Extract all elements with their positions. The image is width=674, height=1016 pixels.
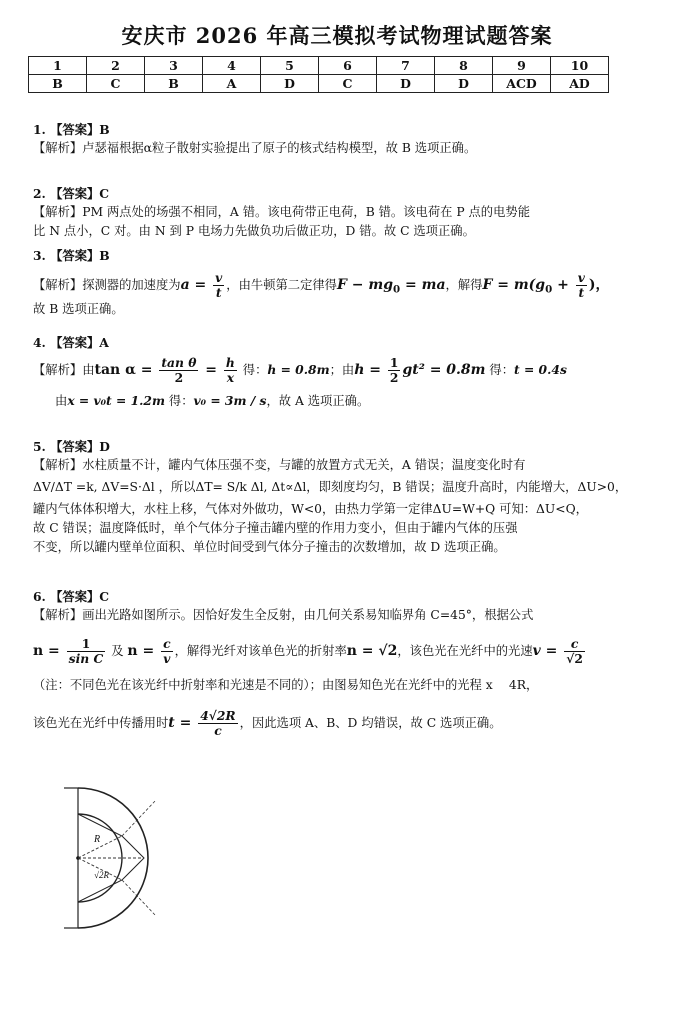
math: v₀ = 3m / s	[193, 393, 267, 408]
text: ，因此选项 A、B、D 均错误，故 C 选项正确。	[239, 716, 502, 730]
normal-dashed-top	[122, 800, 156, 836]
math: h = 0.8m	[267, 362, 330, 377]
math: = ma	[400, 277, 446, 293]
text: 由	[55, 394, 68, 408]
math: a	[180, 277, 190, 293]
fraction	[198, 709, 237, 738]
question-5-explanation-line-1: 【解析】水柱质量不计，罐内气体压强不变，与罐的放置方式无关，A 错误；温度变化时有	[33, 458, 526, 472]
table-cell: D	[435, 75, 493, 93]
text: 及	[107, 644, 128, 658]
fraction	[161, 637, 173, 666]
text: ，由牛顿第二定律得	[226, 278, 337, 292]
table-cell: B	[145, 75, 203, 93]
question-3-answer: 3. 【答案】B	[33, 248, 110, 263]
question-4-explanation-line-1	[33, 356, 643, 385]
table-cell: A	[203, 75, 261, 93]
denominator: x	[226, 370, 235, 385]
text: ，解得	[445, 278, 483, 292]
numerator: 4√2R	[200, 708, 236, 723]
normal-dashed-bottom	[122, 880, 156, 916]
question-2-explanation-line-2: 比 N 点小，C 对。由 N 到 P 电场力先做负功后做正功，D 错。故 C 选项正确。	[33, 224, 475, 238]
fraction	[388, 356, 401, 385]
math: h =	[354, 362, 386, 378]
question-4-explanation-line-2	[33, 391, 643, 411]
denominator: t	[215, 285, 222, 300]
math: tan α =	[94, 362, 158, 378]
question-5-answer: 5. 【答案】D	[33, 439, 110, 454]
answer-table-answer-row	[29, 75, 609, 93]
question-3-explanation-line-2: 故 B 选项正确。	[33, 302, 124, 316]
numerator: 1	[67, 637, 106, 652]
table-cell: 1	[29, 57, 87, 75]
fraction	[213, 271, 224, 300]
text: 【解析】探测器的加速度为	[33, 278, 181, 292]
question-6-explanation-line-3: （注：不同色光在该光纤中折射率和光速是不同的）；由图易知色光在光纤中的光程 x 4R，	[33, 678, 539, 692]
table-cell: AD	[551, 75, 609, 93]
table-cell: 7	[377, 57, 435, 75]
answer-table-number-row	[29, 57, 609, 75]
numerator: v	[577, 270, 585, 285]
numerator: c	[564, 637, 585, 652]
question-5-explanation-line-5: 不变，所以罐内壁单位面积、单位时间受到气体分子撞击的次数增加，故 D 选项正确。	[33, 540, 506, 554]
math: gt² = 0.8m	[402, 362, 486, 378]
table-cell: D	[261, 75, 319, 93]
page-title: 安庆市 2026 年高三模拟考试物理试题答案	[121, 23, 553, 48]
question-1-explanation: 【解析】卢瑟福根据α粒子散射实验提出了原子的核式结构模型，故 B 选项正确。	[33, 141, 477, 155]
numerator: tan θ	[161, 355, 197, 370]
math: F − mg	[336, 277, 394, 293]
question-2-answer: 2. 【答案】C	[33, 186, 110, 201]
math: )，	[588, 277, 610, 293]
table-cell: 3	[145, 57, 203, 75]
question-6	[33, 587, 643, 738]
text: ，该色光在光纤中的光速	[397, 644, 533, 658]
table-cell: ACD	[493, 75, 551, 93]
denominator: t	[578, 285, 585, 300]
label-sqrt2R: √2R	[94, 870, 109, 880]
math: n =	[127, 643, 160, 659]
math: v =	[532, 643, 563, 659]
question-6-explanation-line-1: 【解析】画出光路如图所示。因恰好发生全反射，由几何关系易知临界角 C=45°，根据公式	[33, 608, 534, 622]
fiber-light-path-diagram	[60, 780, 170, 930]
text: 得：	[485, 363, 514, 377]
question-1	[33, 120, 643, 158]
question-6-explanation-line-2	[33, 637, 643, 666]
math: x = v₀t = 1.2m	[67, 393, 165, 408]
question-5-explanation-line-4: 故 C 错误；温度降低时，单个气体分子撞击罐内壁的作用力变小，但由于罐内气体的压强	[33, 521, 518, 535]
numerator: c	[163, 636, 171, 651]
math: t =	[168, 715, 197, 731]
denominator: 2	[389, 370, 399, 385]
denominator: 2	[174, 370, 184, 385]
math: n =	[33, 643, 65, 659]
question-1-answer: 1. 【答案】B	[33, 122, 110, 137]
numerator: v	[215, 270, 223, 285]
text: 得：	[165, 394, 194, 408]
question-5-explanation-line-3: 罐内气体体积增大，水柱上移，气体对外做功，W<0，由热力学第一定律ΔU=W+Q 可知：ΔU<Q，	[33, 502, 588, 516]
fraction	[67, 637, 106, 666]
question-3	[33, 246, 643, 319]
answer-table	[28, 56, 609, 93]
question-3-explanation-line-1	[33, 271, 643, 300]
text: ，故 A 选项正确。	[266, 394, 370, 408]
text: 该色光在光纤中传播用时	[33, 716, 169, 730]
label-R: R	[94, 834, 101, 845]
math: F = m(g	[482, 277, 546, 293]
table-cell: D	[377, 75, 435, 93]
math: =	[189, 277, 212, 293]
table-cell: 5	[261, 57, 319, 75]
fraction	[159, 356, 198, 385]
table-cell: B	[29, 75, 87, 93]
table-cell: 9	[493, 57, 551, 75]
math: n = √2	[346, 643, 398, 659]
denominator: √2	[566, 651, 583, 666]
table-cell: 8	[435, 57, 493, 75]
question-4-answer: 4. 【答案】A	[33, 335, 109, 350]
math: 0	[545, 283, 553, 296]
fraction	[564, 637, 585, 666]
math: +	[552, 277, 574, 293]
table-cell: 4	[203, 57, 261, 75]
numerator: 1	[389, 355, 399, 370]
table-cell: C	[87, 75, 145, 93]
text: ；由	[329, 363, 355, 377]
text: ，解得光纤对该单色光的折射率	[174, 644, 347, 658]
denominator: sin C	[68, 651, 104, 666]
question-2	[33, 184, 643, 241]
table-cell: 10	[551, 57, 609, 75]
denominator: v	[163, 651, 171, 666]
denominator: c	[214, 723, 222, 738]
numerator: h	[225, 355, 235, 370]
text: 得：	[238, 363, 268, 377]
text: 【解析】由	[33, 363, 95, 377]
math: t = 0.4s	[514, 362, 567, 377]
question-5-explanation-line-2: ΔV/ΔT =k, ΔV=S·Δl ，所以ΔT= S/k Δl, Δt∝Δl，即刻度均匀，B 错误；温度升高时，内能增大，ΔU>0，	[33, 480, 628, 494]
question-4	[33, 333, 643, 411]
table-cell: 6	[319, 57, 377, 75]
question-2-explanation-line-1: 【解析】PM 两点处的场强不相同，A 错。该电荷带正电荷，B 错。该电荷在 P 点的电势能	[33, 205, 530, 219]
question-6-answer: 6. 【答案】C	[33, 589, 110, 604]
question-6-explanation-line-4	[33, 709, 643, 738]
table-cell: C	[319, 75, 377, 93]
math: =	[200, 362, 222, 378]
fraction	[224, 356, 237, 385]
question-5	[33, 437, 643, 557]
table-cell: 2	[87, 57, 145, 75]
math: 0	[393, 283, 401, 296]
fraction	[576, 271, 587, 300]
